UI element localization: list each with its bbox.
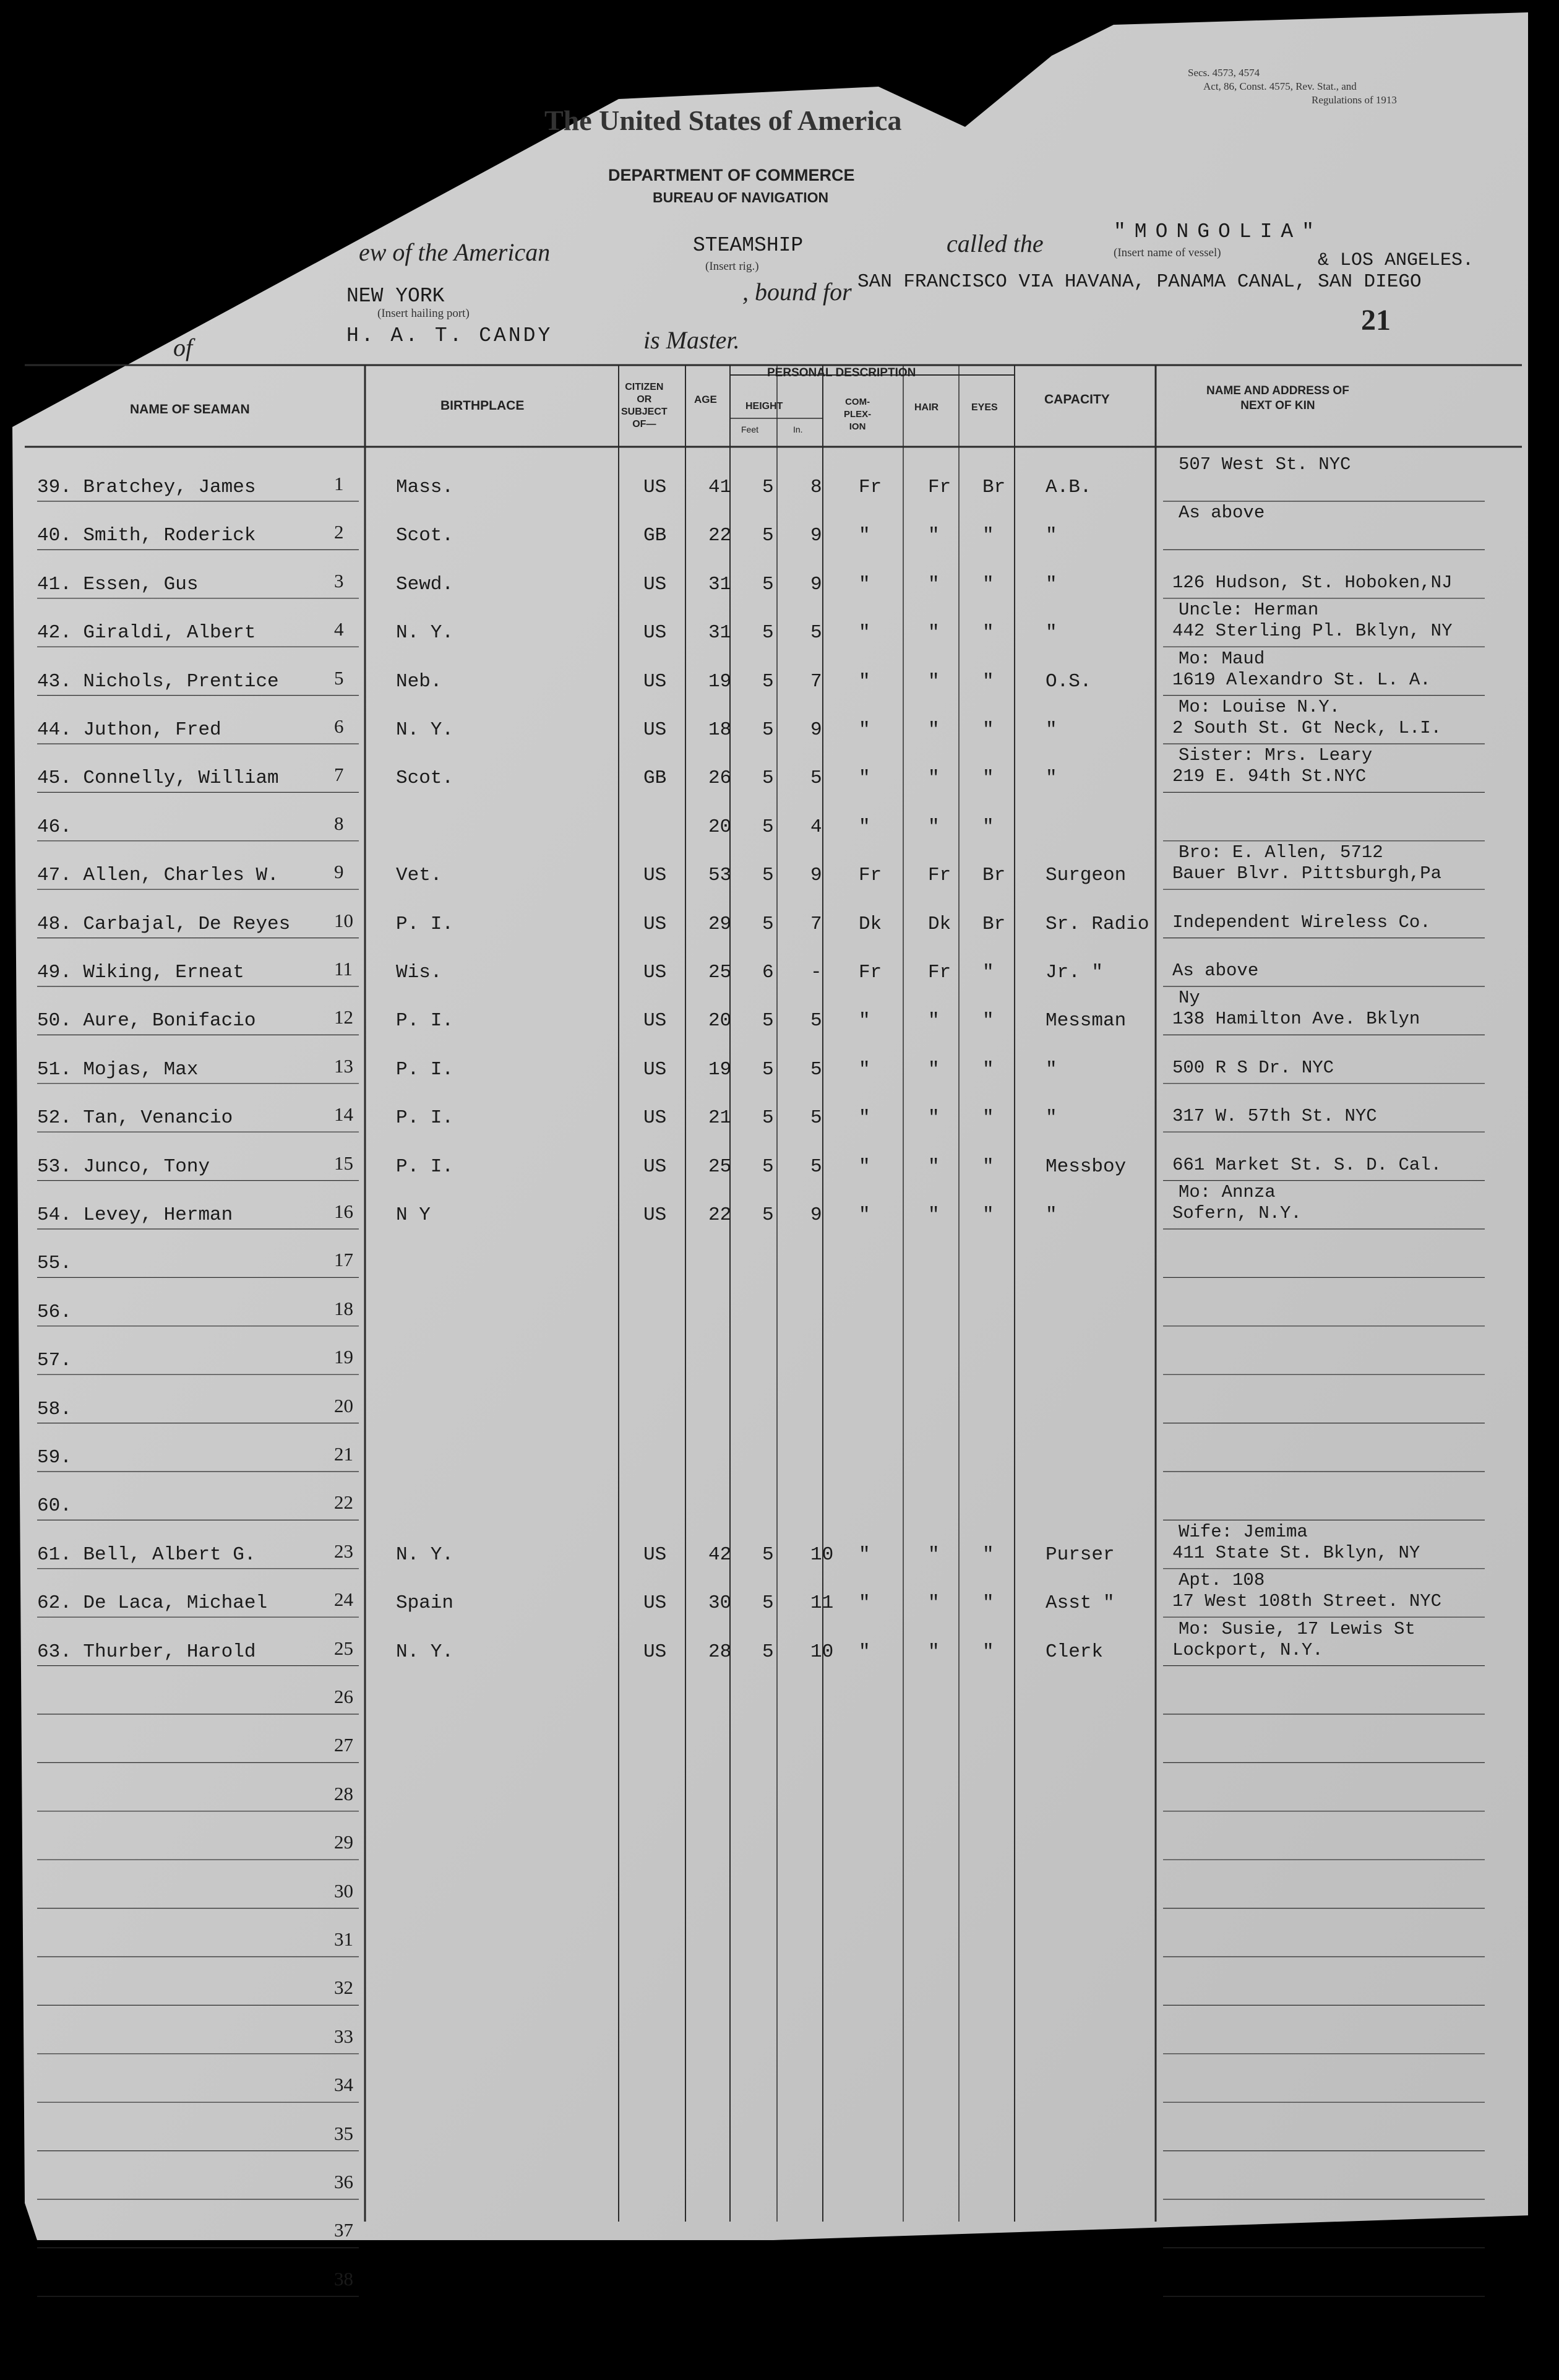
row-hair: ": [928, 719, 940, 741]
col-feet: Feet: [741, 425, 759, 434]
row-eyes: ": [982, 1107, 994, 1129]
department-heading: DEPARTMENT OF COMMERCE: [608, 166, 855, 184]
row-hair: ": [928, 622, 940, 644]
row-height-inches: 5: [810, 622, 822, 644]
row-age: 25: [708, 962, 732, 983]
row-kin-line-1: Mo: Susie, 17 Lewis St: [1179, 1618, 1415, 1639]
row-eyes: ": [982, 622, 994, 644]
row-age: 20: [708, 1010, 732, 1032]
row-kin-line-2: 1619 Alexandro St. L. A.: [1172, 669, 1431, 690]
row-height-inches: 4: [810, 816, 822, 838]
row-kin-line-2: Sofern, N.Y.: [1172, 1203, 1302, 1223]
row-seaman-name: 47. Allen, Charles W.: [37, 864, 279, 887]
row-seaman-name: 63. Thurber, Harold: [37, 1641, 256, 1663]
col-personal-description: PERSONAL DESCRIPTION: [767, 366, 916, 379]
col-eyes: EYES: [971, 402, 998, 413]
row-height-inches: 9: [810, 864, 822, 887]
row-birthplace: P. I.: [396, 1107, 454, 1129]
row-citizenship: US: [643, 719, 667, 741]
row-line-number: 20: [334, 1394, 353, 1416]
vessel-name: "MONGOLIA": [1114, 220, 1323, 243]
row-capacity: ": [1046, 1058, 1057, 1080]
row-eyes: ": [982, 1010, 994, 1032]
row-line-number: 19: [334, 1346, 353, 1368]
row-line-number: 14: [334, 1103, 353, 1126]
row-line-number: 11: [334, 958, 353, 980]
row-birthplace: Neb.: [396, 670, 442, 692]
row-eyes: ": [982, 525, 994, 547]
row-age: 25: [708, 1155, 732, 1178]
row-eyes: ": [982, 1592, 994, 1615]
bound-label: , bound for: [742, 278, 852, 306]
row-hair: ": [928, 1543, 940, 1566]
row-age: 20: [708, 816, 732, 838]
row-complexion: Fr: [859, 864, 882, 887]
row-capacity: ": [1046, 719, 1057, 741]
row-height-feet: 6: [762, 962, 774, 983]
row-line-number: 29: [334, 1831, 353, 1853]
row-citizenship: US: [643, 1543, 667, 1566]
row-seaman-name: 41. Essen, Gus: [37, 573, 199, 595]
row-birthplace: Vet.: [396, 864, 442, 887]
row-complexion: Fr: [859, 476, 882, 498]
row-hair: Dk: [928, 913, 951, 935]
row-citizenship: US: [643, 1155, 667, 1178]
row-birthplace: N. Y.: [396, 719, 454, 741]
row-hair: ": [928, 573, 940, 595]
row-age: 19: [708, 1058, 732, 1080]
row-line-number: 23: [334, 1540, 353, 1562]
insert-hailing-note: (Insert hailing port): [377, 307, 470, 320]
row-line-number: 31: [334, 1928, 353, 1950]
row-birthplace: P. I.: [396, 1058, 454, 1080]
row-seaman-name: 52. Tan, Venancio: [37, 1107, 233, 1129]
row-height-inches: 9: [810, 573, 822, 595]
row-kin-line-2: Bauer Blvr. Pittsburgh,Pa: [1172, 863, 1442, 884]
row-seaman-name: 44. Juthon, Fred: [37, 719, 221, 741]
row-eyes: ": [982, 1155, 994, 1178]
row-height-inches: 10: [810, 1543, 834, 1566]
row-line-number: 7: [334, 764, 344, 786]
row-capacity: A.B.: [1046, 476, 1092, 498]
row-complexion: ": [859, 1107, 870, 1129]
hailing-port: NEW YORK: [346, 285, 445, 308]
row-capacity: Jr. ": [1046, 962, 1104, 983]
row-seaman-name: 57.: [37, 1350, 72, 1372]
row-kin-line-1: Mo: Maud: [1179, 648, 1265, 669]
row-seaman-name: 45. Connelly, William: [37, 767, 279, 790]
row-line-number: 5: [334, 666, 344, 689]
row-birthplace: Mass.: [396, 476, 454, 498]
row-eyes: ": [982, 1204, 994, 1226]
row-height-feet: 5: [762, 670, 774, 692]
row-hair: ": [928, 670, 940, 692]
row-age: 19: [708, 670, 732, 692]
row-age: 42: [708, 1543, 732, 1566]
row-kin-line-1: Mo: Louise N.Y.: [1179, 697, 1341, 717]
row-age: 22: [708, 1204, 732, 1226]
row-age: 28: [708, 1641, 732, 1663]
row-eyes: ": [982, 1641, 994, 1663]
row-line-number: 22: [334, 1491, 353, 1514]
row-height-inches: 9: [810, 719, 822, 741]
row-kin-line-2: 411 State St. Bklyn, NY: [1172, 1542, 1420, 1563]
row-citizenship: US: [643, 573, 667, 595]
row-eyes: ": [982, 670, 994, 692]
row-hair: Fr: [928, 864, 951, 887]
page-number: 21: [1361, 304, 1391, 337]
row-capacity: Asst ": [1046, 1592, 1115, 1615]
row-age: 31: [708, 622, 732, 644]
row-birthplace: P. I.: [396, 1010, 454, 1032]
row-kin-line-2: Independent Wireless Co.: [1172, 912, 1431, 933]
row-birthplace: Spain: [396, 1592, 454, 1615]
row-kin-line-1: Sister: Mrs. Leary: [1179, 745, 1373, 766]
row-birthplace: N. Y.: [396, 622, 454, 644]
master-name: H. A. T. CANDY: [346, 324, 553, 347]
row-age: 53: [708, 864, 732, 887]
row-eyes: Br: [982, 864, 1006, 887]
row-citizenship: US: [643, 1204, 667, 1226]
row-seaman-name: 50. Aure, Bonifacio: [37, 1010, 256, 1032]
row-line-number: 36: [334, 2171, 353, 2192]
row-kin-line-2: 661 Market St. S. D. Cal.: [1172, 1154, 1442, 1175]
row-height-inches: 9: [810, 525, 822, 547]
row-line-number: 38: [334, 2267, 353, 2290]
row-line-number: 6: [334, 715, 344, 737]
row-hair: Fr: [928, 476, 951, 498]
row-line-number: 8: [334, 812, 344, 834]
row-line-number: 17: [334, 1249, 353, 1271]
row-seaman-name: 59.: [37, 1447, 72, 1468]
row-seaman-name: 39. Bratchey, James: [37, 476, 256, 498]
statute-line-2: Act, 86, Const. 4575, Rev. Stat., and: [1203, 80, 1357, 92]
row-line-number: 4: [334, 618, 344, 640]
row-line-number: 10: [334, 909, 353, 931]
row-citizenship: US: [643, 1592, 667, 1615]
row-hair: ": [928, 1155, 940, 1178]
statute-line-3: Regulations of 1913: [1312, 94, 1397, 106]
row-hair: ": [928, 767, 940, 790]
row-citizenship: GB: [643, 767, 667, 790]
row-age: 29: [708, 913, 732, 935]
row-hair: ": [928, 1592, 940, 1615]
row-hair: ": [928, 1058, 940, 1080]
col-age: AGE: [694, 394, 717, 405]
row-kin-line-1: Apt. 108: [1179, 1570, 1265, 1591]
row-line-number: 2: [334, 521, 344, 543]
row-complexion: ": [859, 622, 870, 644]
row-complexion: ": [859, 1641, 870, 1663]
row-seaman-name: 56.: [37, 1301, 72, 1323]
crew-label: ew of the American: [359, 238, 551, 266]
row-height-feet: 5: [762, 573, 774, 595]
row-height-inches: 5: [810, 1155, 822, 1178]
col-height: HEIGHT: [745, 401, 783, 412]
row-height-feet: 5: [762, 1010, 774, 1032]
row-seaman-name: 60.: [37, 1495, 72, 1517]
row-complexion: ": [859, 1058, 870, 1080]
row-seaman-name: 54. Levey, Herman: [37, 1204, 233, 1226]
row-birthplace: N. Y.: [396, 1543, 454, 1566]
row-complexion: ": [859, 1204, 870, 1226]
row-kin-line-2: Lockport, N.Y.: [1172, 1639, 1323, 1660]
row-kin-line-1: Ny: [1179, 988, 1200, 1009]
row-capacity: O.S.: [1046, 670, 1092, 692]
row-complexion: ": [859, 1543, 870, 1566]
row-eyes: ": [982, 719, 994, 741]
row-seaman-name: 48. Carbajal, De Reyes: [37, 913, 291, 935]
row-citizenship: US: [643, 913, 667, 935]
row-line-number: 27: [334, 1734, 353, 1756]
row-capacity: ": [1046, 1204, 1057, 1226]
row-height-feet: 5: [762, 525, 774, 547]
row-height-feet: 5: [762, 913, 774, 935]
row-seaman-name: 51. Mojas, Max: [37, 1058, 199, 1080]
row-capacity: ": [1046, 622, 1057, 644]
row-line-number: 25: [334, 1637, 353, 1659]
col-hair: HAIR: [914, 402, 939, 413]
row-height-inches: 7: [810, 670, 822, 692]
row-hair: ": [928, 525, 940, 547]
row-age: 21: [708, 1107, 732, 1129]
row-line-number: 35: [334, 2122, 353, 2144]
row-seaman-name: 62. De Laca, Michael: [37, 1592, 268, 1615]
document-title: The United States of America: [544, 105, 902, 136]
row-capacity: Purser: [1046, 1543, 1115, 1566]
row-seaman-name: 42. Giraldi, Albert: [37, 622, 256, 644]
row-hair: ": [928, 1107, 940, 1129]
row-line-number: 34: [334, 2074, 353, 2096]
row-hair: ": [928, 1204, 940, 1226]
row-eyes: ": [982, 573, 994, 595]
row-kin-line-2: 442 Sterling Pl. Bklyn, NY: [1172, 621, 1453, 642]
row-eyes: ": [982, 1543, 994, 1566]
col-next-of-kin: NAME AND ADDRESS OF NEXT OF KIN: [1206, 384, 1349, 412]
row-capacity: ": [1046, 525, 1057, 547]
row-citizenship: US: [643, 1641, 667, 1663]
row-height-feet: 5: [762, 622, 774, 644]
row-capacity: Messman: [1046, 1010, 1127, 1032]
row-kin-line-1: As above: [1179, 502, 1265, 524]
row-citizenship: US: [643, 622, 667, 644]
col-citizen: CITIZEN OR SUBJECT OF—: [621, 382, 668, 429]
row-capacity: ": [1046, 1107, 1057, 1129]
row-citizenship: US: [643, 670, 667, 692]
row-kin-line-2: 317 W. 57th St. NYC: [1172, 1106, 1377, 1127]
row-eyes: Br: [982, 476, 1006, 498]
row-seaman-name: 58.: [37, 1398, 72, 1420]
row-line-number: 21: [334, 1443, 353, 1465]
row-line-number: 32: [334, 1977, 353, 1999]
row-line-number: 24: [334, 1589, 353, 1611]
row-kin-line-2: 2 South St. Gt Neck, L.I.: [1172, 718, 1442, 738]
row-birthplace: Sewd.: [396, 573, 454, 595]
row-height-feet: 5: [762, 864, 774, 887]
row-kin-line-1: Uncle: Herman: [1179, 600, 1319, 621]
bureau-heading: BUREAU OF NAVIGATION: [653, 189, 829, 205]
row-birthplace: P. I.: [396, 913, 454, 935]
row-seaman-name: 55.: [37, 1253, 72, 1275]
row-height-feet: 5: [762, 1058, 774, 1080]
row-citizenship: US: [643, 1058, 667, 1080]
row-citizenship: US: [643, 476, 667, 498]
col-inches: In.: [793, 425, 803, 434]
row-age: 31: [708, 573, 732, 595]
row-kin-line-2: 219 E. 94th St.NYC: [1172, 766, 1367, 787]
row-complexion: ": [859, 1155, 870, 1178]
row-height-feet: 5: [762, 719, 774, 741]
row-birthplace: N. Y.: [396, 1641, 454, 1663]
row-birthplace: Wis.: [396, 962, 442, 983]
row-hair: Fr: [928, 962, 951, 983]
row-citizenship: US: [643, 1010, 667, 1032]
row-seaman-name: 43. Nichols, Prentice: [37, 670, 279, 692]
row-line-number: 3: [334, 569, 344, 592]
row-eyes: ": [982, 767, 994, 790]
row-height-feet: 5: [762, 1204, 774, 1226]
row-kin-line-2: 126 Hudson, St. Hoboken,NJ: [1172, 572, 1453, 593]
row-line-number: 28: [334, 1782, 353, 1804]
row-height-feet: 5: [762, 767, 774, 790]
row-line-number: 18: [334, 1297, 353, 1319]
row-height-feet: 5: [762, 476, 774, 498]
row-kin-line-1: 507 West St. NYC: [1179, 454, 1351, 475]
row-height-feet: 5: [762, 1641, 774, 1663]
row-citizenship: US: [643, 962, 667, 983]
row-line-number: 37: [334, 2219, 353, 2241]
row-height-inches: 7: [810, 913, 822, 935]
row-height-inches: 9: [810, 1204, 822, 1226]
col-name-of-seaman: NAME OF SEAMAN: [130, 402, 250, 416]
row-kin-line-2: 138 Hamilton Ave. Bklyn: [1172, 1009, 1420, 1030]
row-line-number: 33: [334, 2025, 353, 2047]
row-seaman-name: 49. Wiking, Erneat: [37, 962, 244, 983]
row-height-inches: 5: [810, 767, 822, 790]
row-height-inches: 11: [810, 1592, 834, 1615]
row-height-inches: -: [810, 962, 822, 983]
row-eyes: ": [982, 1058, 994, 1080]
row-complexion: ": [859, 1592, 870, 1615]
row-capacity: ": [1046, 767, 1057, 790]
row-complexion: ": [859, 767, 870, 790]
row-eyes: ": [982, 962, 994, 983]
row-line-number: 1: [334, 473, 344, 494]
row-kin-line-1: Mo: Annza: [1179, 1182, 1276, 1202]
row-height-inches: 10: [810, 1641, 834, 1663]
row-age: 41: [708, 476, 732, 498]
row-kin-line-1: Wife: Jemima: [1179, 1521, 1308, 1542]
row-capacity: Surgeon: [1046, 864, 1127, 887]
row-line-number: 15: [334, 1152, 353, 1174]
row-capacity: ": [1046, 573, 1057, 595]
row-complexion: Dk: [859, 913, 882, 935]
row-line-number: 13: [334, 1054, 353, 1077]
row-capacity: Clerk: [1046, 1641, 1104, 1663]
row-birthplace: N Y: [396, 1204, 431, 1226]
row-complexion: ": [859, 1010, 870, 1032]
master-label: is Master.: [643, 326, 740, 354]
col-capacity: CAPACITY: [1044, 392, 1110, 407]
row-citizenship: US: [643, 1107, 667, 1129]
col-birthplace: BIRTHPLACE: [440, 399, 525, 413]
row-line-number: 16: [334, 1201, 353, 1222]
row-line-number: 12: [334, 1006, 353, 1028]
row-complexion: ": [859, 670, 870, 692]
insert-vessel-note: (Insert name of vessel): [1114, 246, 1221, 259]
of-label: of: [173, 334, 193, 361]
row-height-feet: 5: [762, 816, 774, 838]
insert-rig-note: (Insert rig.): [705, 260, 759, 273]
col-complexion: COM- PLEX- ION: [844, 397, 872, 432]
row-complexion: ": [859, 719, 870, 741]
row-birthplace: Scot.: [396, 525, 454, 547]
row-kin-line-2: 17 West 108th Street. NYC: [1172, 1591, 1442, 1612]
row-capacity: Sr. Radio: [1046, 913, 1149, 935]
row-hair: ": [928, 816, 940, 838]
row-height-inches: 8: [810, 476, 822, 498]
row-height-inches: 5: [810, 1058, 822, 1080]
row-line-number: 26: [334, 1686, 353, 1707]
row-line-number: 30: [334, 1879, 353, 1902]
vessel-rig: STEAMSHIP: [693, 234, 804, 257]
row-height-inches: 5: [810, 1010, 822, 1032]
row-birthplace: P. I.: [396, 1155, 454, 1178]
row-height-feet: 5: [762, 1155, 774, 1178]
row-complexion: ": [859, 816, 870, 838]
row-eyes: ": [982, 816, 994, 838]
row-height-feet: 5: [762, 1107, 774, 1129]
row-eyes: Br: [982, 913, 1006, 935]
row-kin-line-1: Bro: E. Allen, 5712: [1179, 842, 1383, 863]
row-complexion: Fr: [859, 962, 882, 983]
row-seaman-name: 40. Smith, Roderick: [37, 525, 256, 547]
additional-ports: & LOS ANGELES.: [1318, 250, 1474, 271]
row-birthplace: Scot.: [396, 767, 454, 790]
row-age: 30: [708, 1592, 732, 1615]
row-age: 22: [708, 525, 732, 547]
row-seaman-name: 53. Junco, Tony: [37, 1155, 210, 1178]
destination: SAN FRANCISCO VIA HAVANA, PANAMA CANAL, SAN DIEGO: [857, 271, 1422, 293]
row-seaman-name: 46.: [37, 816, 72, 838]
row-kin-line-2: 500 R S Dr. NYC: [1172, 1057, 1334, 1078]
statute-line-1: Secs. 4573, 4574: [1188, 67, 1260, 79]
row-height-feet: 5: [762, 1543, 774, 1566]
row-age: 18: [708, 719, 732, 741]
row-capacity: Messboy: [1046, 1155, 1127, 1178]
row-complexion: ": [859, 525, 870, 547]
row-citizenship: US: [643, 864, 667, 887]
row-age: 26: [708, 767, 732, 790]
row-height-feet: 5: [762, 1592, 774, 1615]
row-line-number: 9: [334, 861, 344, 883]
row-seaman-name: 61. Bell, Albert G.: [37, 1543, 256, 1566]
row-height-inches: 5: [810, 1107, 822, 1129]
called-label: called the: [947, 230, 1044, 257]
row-citizenship: GB: [643, 525, 667, 547]
row-hair: ": [928, 1010, 940, 1032]
row-hair: ": [928, 1641, 940, 1663]
row-complexion: ": [859, 573, 870, 595]
row-kin-line-2: As above: [1172, 960, 1259, 981]
